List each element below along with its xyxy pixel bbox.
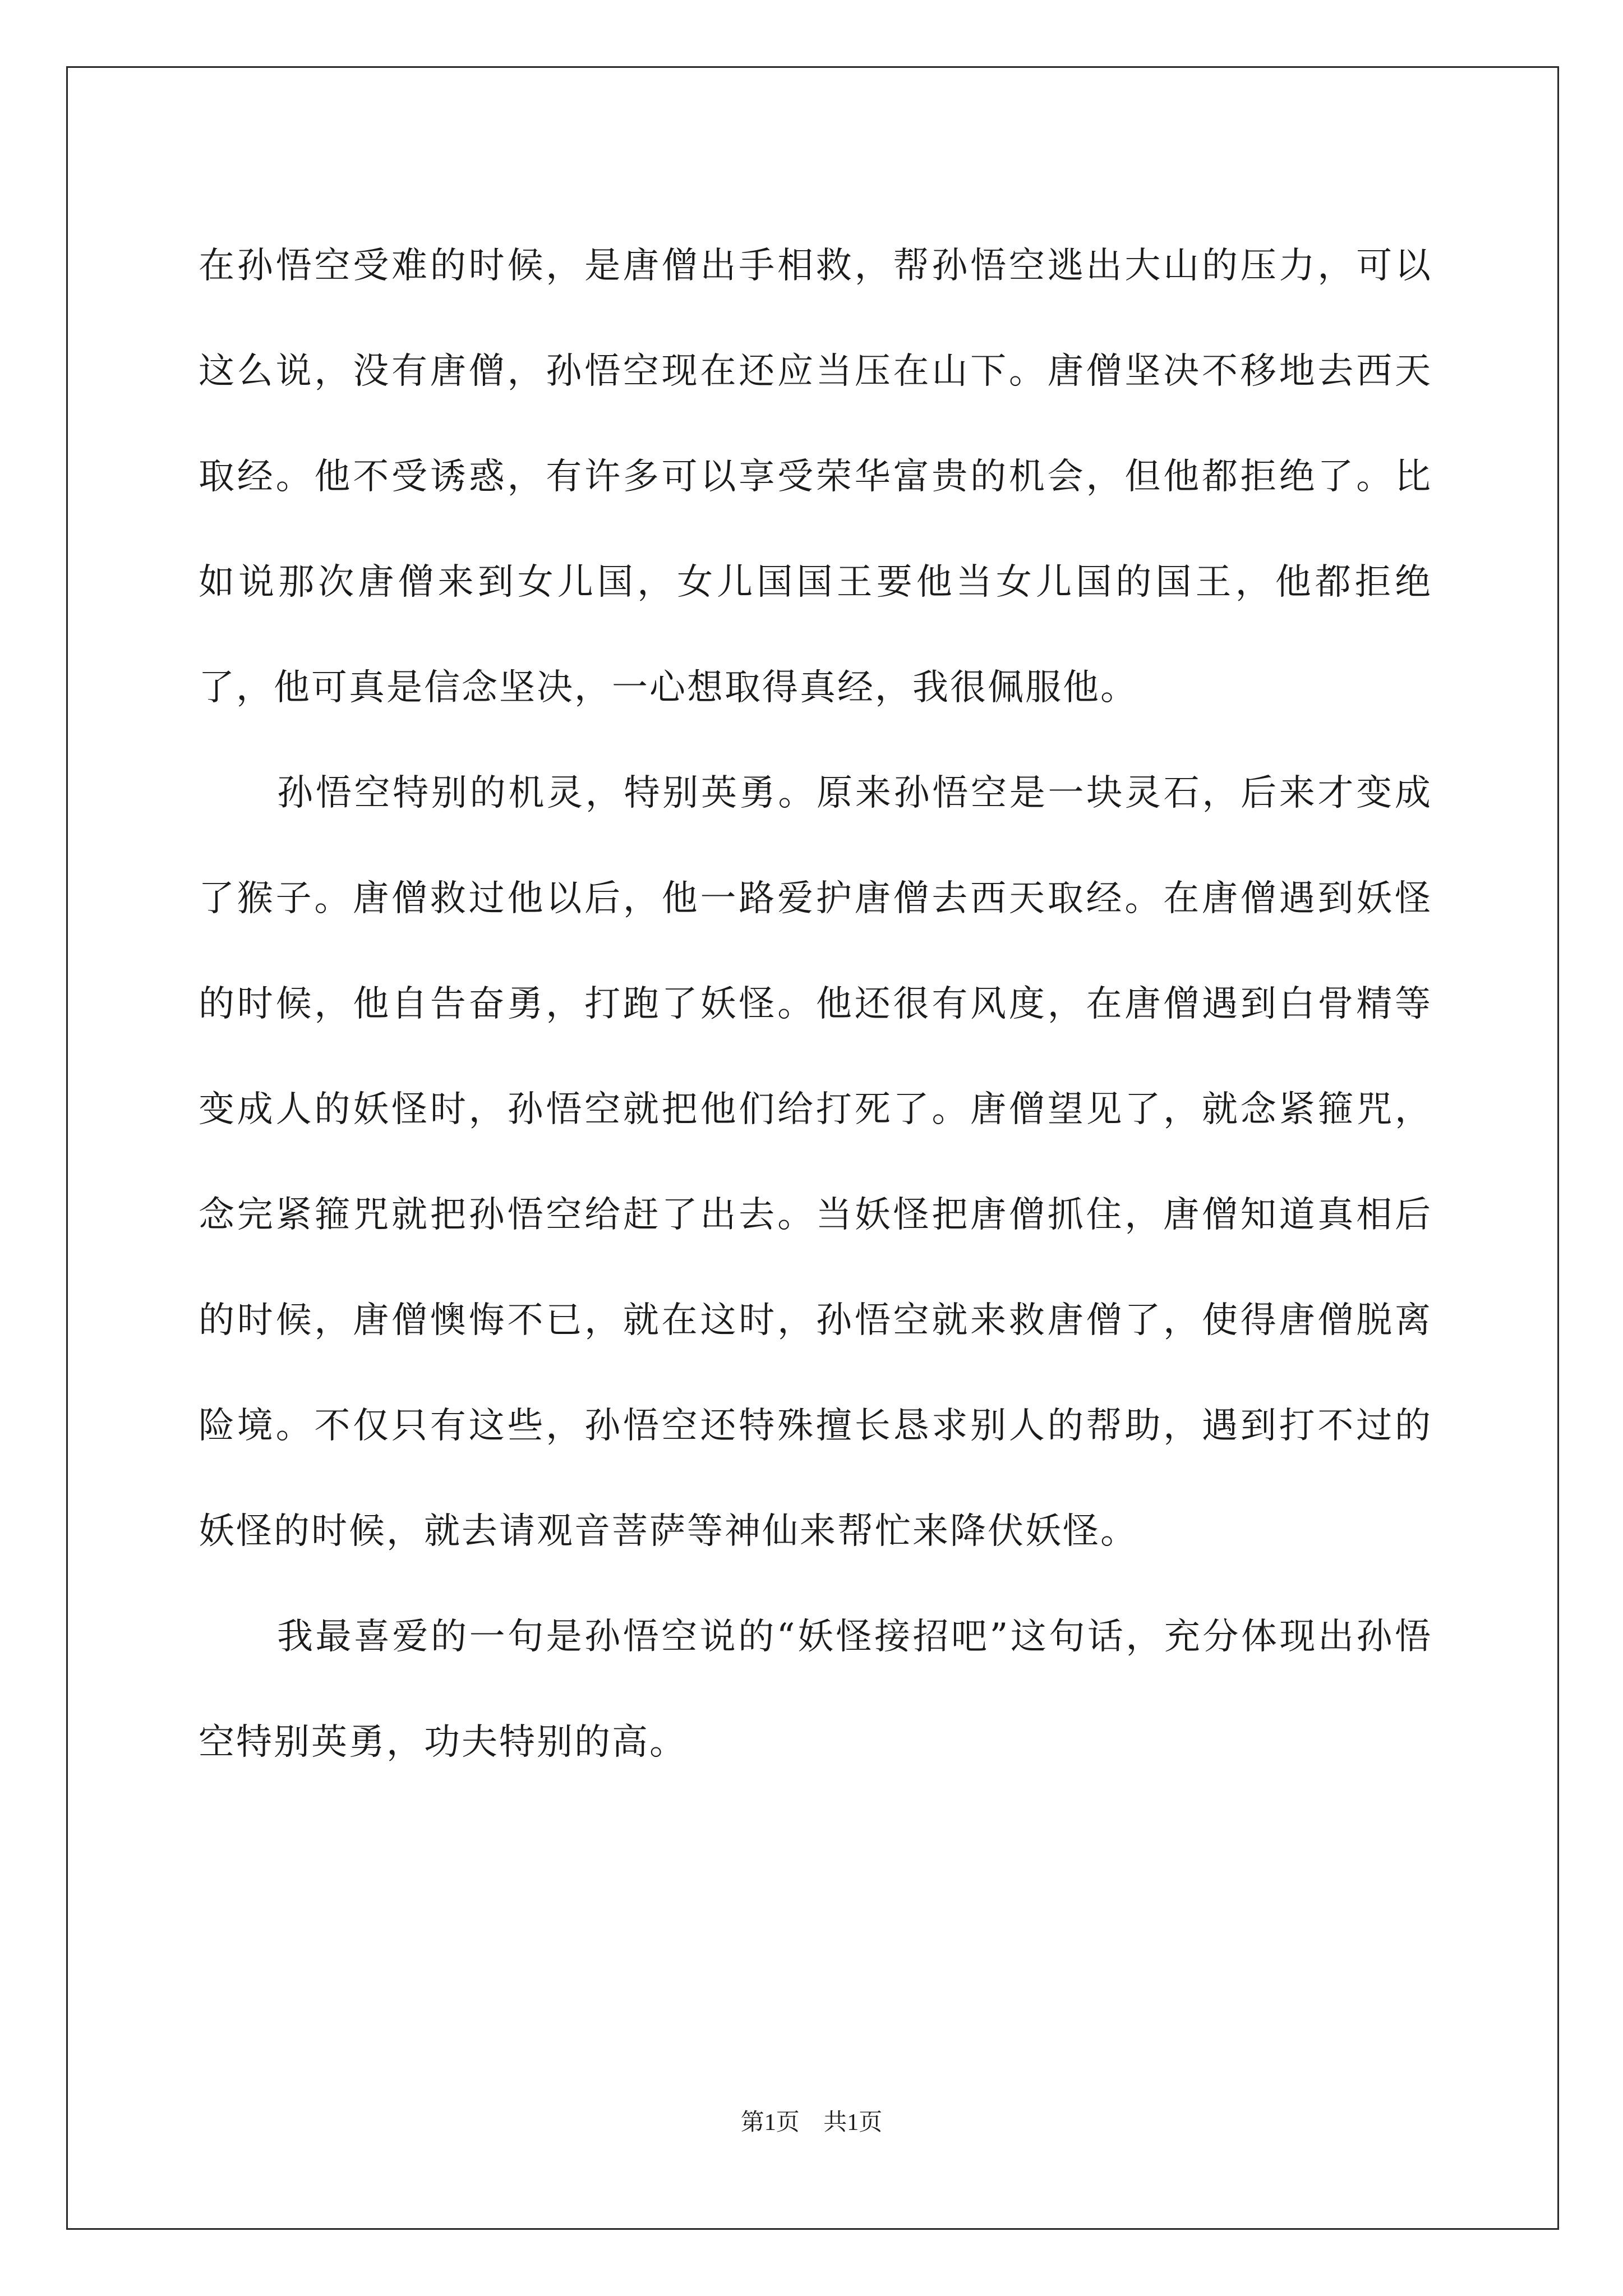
- page-number-current: 第1页: [740, 2110, 800, 2136]
- paragraph-1: 在孙悟空受难的时候，是唐僧出手相救，帮孙悟空逃出大山的压力，可以这么说，没有唐僧，孙悟空现在还应当压在山下。唐僧坚决不移地去西天取经。他不受诱惑，有许多可以享受荣华富贵的机会，但他都拒绝了。比如说那次唐僧来到女儿国，女儿国国王要他当女儿国的国王，他都拒绝了，他可真是信念坚决，一心想取得真经，我很佩服他。: [199, 245, 1432, 708]
- paragraph-3: 我最喜爱的一句是孙悟空说的“妖怪接招吧”这句话，充分体现出孙悟空特别英勇，功夫特别的高。: [199, 1616, 1432, 1763]
- paragraph-2: 孙悟空特别的机灵，特别英勇。原来孙悟空是一块灵石，后来才变成了猴子。唐僧救过他以后，他一路爱护唐僧去西天取经。在唐僧遇到妖怪的时候，他自告奋勇，打跑了妖怪。他还很有风度，在唐僧遇到白骨精等变成人的妖怪时，孙悟空就把他们给打死了。唐僧望见了，就念紧箍咒，念完紧箍咒就把孙悟空给赶了出去。当妖怪把唐僧抓住，唐僧知道真相后的时候，唐僧懊悔不已，就在这时，孙悟空就来救唐僧了，使得唐僧脱离险境。不仅只有这些，孙悟空还特殊擅长恳求别人的帮助，遇到打不过的妖怪的时候，就去请观音菩萨等神仙来帮忙来降伏妖怪。: [199, 772, 1432, 1552]
- document-body: [199, 213, 1432, 1795]
- page-number-total: 共1页: [823, 2110, 883, 2136]
- page-footer: [0, 2104, 1623, 2137]
